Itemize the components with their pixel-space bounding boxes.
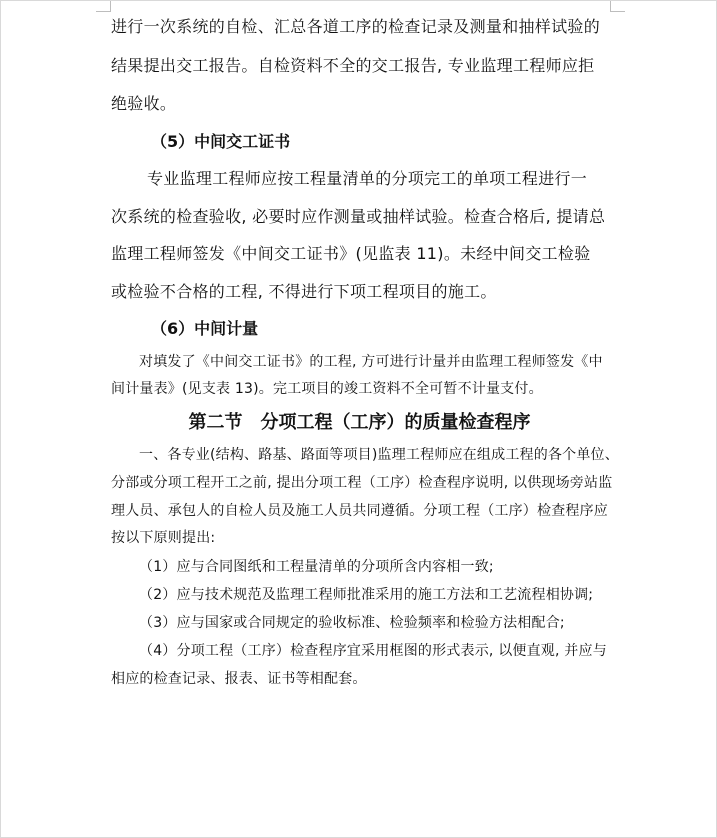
list-item-continuation: 相应的检查记录、报表、证书等相配套。 (111, 671, 367, 687)
paragraph-line: 对填发了《中间交工证书》的工程, 方可进行计量并由监理工程师签发《中 (139, 354, 603, 370)
section-title: 第二节 分项工程（工序）的质量检查程序 (188, 412, 531, 433)
list-item: （1）应与合同图纸和工程量清单的分项所含内容相一致; (139, 559, 494, 575)
paragraph-line: 间计量表》(见支表 13)。完工项目的竣工资料不全可暂不计量支付。 (111, 381, 543, 397)
subheading-intermediate-measurement: （6）中间计量 (151, 319, 259, 338)
list-item: （3）应与国家或合同规定的验收标准、检验频率和检验方法相配合; (139, 615, 565, 631)
paragraph-line: 进行一次系统的自检、汇总各道工序的检查记录及测量和抽样试验的 (111, 17, 601, 36)
margin-corner-mark-right (610, 1, 625, 12)
paragraph-line: 一、各专业(结构、路基、路面等项目)监理工程师应在组成工程的各个单位、 (139, 447, 619, 463)
paragraph-line: 专业监理工程师应按工程量清单的分项完工的单项工程进行一 (147, 169, 588, 188)
paragraph-line: 绝验收。 (111, 94, 177, 113)
list-item: （2）应与技术规范及监理工程师批准采用的施工方法和工艺流程相协调; (139, 587, 594, 603)
paragraph-line: 次系统的检查验收, 必要时应作测量或抽样试验。检查合格后, 提请总 (111, 207, 606, 226)
paragraph-line: 按以下原则提出: (111, 530, 216, 546)
paragraph-line: 或检验不合格的工程, 不得进行下项工程项目的施工。 (111, 282, 497, 301)
paragraph-line: 结果提出交工报告。自检资料不全的交工报告, 专业监理工程师应拒 (111, 56, 595, 75)
paragraph-line: 监理工程师签发《中间交工证书》(见监表 11)。未经中间交工检验 (111, 244, 591, 263)
paragraph-line: 分部或分项工程开工之前, 提出分项工程（工序）检查程序说明, 以供现场旁站监 (111, 475, 613, 491)
paragraph-line: 理人员、承包人的自检人员及施工人员共同遵循。分项工程（工序）检查程序应 (111, 503, 608, 519)
list-item: （4）分项工程（工序）检查程序宜采用框图的形式表示, 以便直观, 并应与 (139, 643, 607, 659)
margin-corner-mark-left (96, 1, 111, 12)
subheading-intermediate-handover-certificate: （5）中间交工证书 (151, 132, 291, 151)
